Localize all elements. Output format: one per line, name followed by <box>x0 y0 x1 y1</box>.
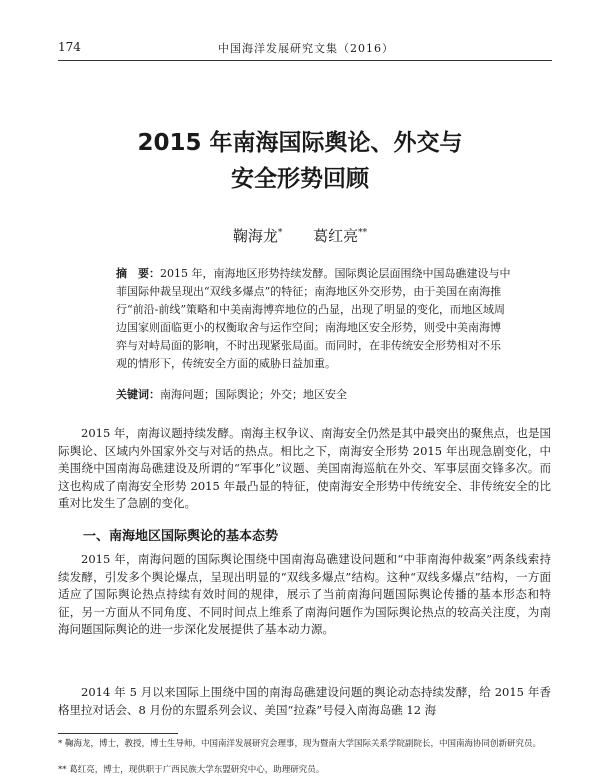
keywords-label: 关键词： <box>116 388 160 401</box>
article-title-line-1: 2015 年南海国际舆论、外交与 <box>137 130 463 156</box>
author-1: 鞠海龙 <box>232 227 278 245</box>
author-1-footnote-mark: * <box>277 228 283 238</box>
author-2: 葛红亮 <box>313 227 359 245</box>
section-heading-1: 一、南海地区国际舆论的基本态势 <box>83 529 279 544</box>
author-line <box>0 225 600 246</box>
keywords-text: 南海问题；国际舆论；外交；地区安全 <box>160 388 347 401</box>
abstract-label: 摘 要： <box>116 267 160 280</box>
footnote-1: * 鞠海龙，博士，教授，博士生导师，中国南洋发展研究会理事，现为暨南大学国际关系学院副院长，中国南海协同创新研究员。 <box>58 739 541 749</box>
header-rule <box>58 60 552 61</box>
footnote-2: ** 葛红亮，博士，现供职于广西民族大学东盟研究中心，助理研究员。 <box>58 765 325 775</box>
abstract <box>116 265 511 373</box>
abstract-text: 2015 年，南海地区形势持续发酵。国际舆论层面围绕中国岛礁建设与中菲国际仲裁呈现出“双线多爆点”的特征；南海地区外交形势，由于美国在南海推行“前沿-前线”策略和中美南海博弈地位的凸显，出现了明显的变化，而地区域周边国家则面临更小的权衡取舍与运作空间；南海地区安全形势，则受中美南海博弈与对峙局面的影响，不时出现紧张局面。而同时，在非传统安全形势相对不乐观的情形下，传统安全方面的威胁日益加重。 <box>116 267 511 370</box>
footnote-rule <box>58 733 178 734</box>
journal-title: 中国海洋发展研究文集（2016） <box>218 42 394 55</box>
body-paragraph-2: 2015 年，南海问题的国际舆论围绕中国南海岛礁建设问题和“中菲南海仲裁案”两条线索持续发酵，引发多个舆论爆点，呈现出明显的“双线多爆点”结构。这种“双线多爆点”结构，一方面适应了国际舆论热点持续有效时间的规律，展示了当前南海问题国际舆论传播的基本形态和特征，另一方面从不同角度、不同时间点上维系了南海问题作为国际舆论热点的较高关注度，为南海问题国际舆论的进一步深化发展提供了基本动力源。 <box>58 552 551 637</box>
author-2-footnote-mark: ** <box>358 228 368 238</box>
keywords <box>116 386 511 404</box>
body-paragraph-1: 2015 年，南海议题持续发酵。南海主权争议、南海安全仍然是其中最突出的聚焦点，也是国际舆论、区域内外国家外交与对话的热点。相比之下，南海安全形势 2015 年出现急剧变化，中美围绕中国南海岛礁建设及所谓的“军事化”议题、美国南海巡航在外交、军事层面交锋多次。而这也构成了南海安全形势 2015 年最凸显的特征，使南海安全形势中传统安全、非传统安全的比重对比发生了急剧的变化。 <box>58 426 551 511</box>
running-header <box>58 40 552 58</box>
body-paragraph-3: 2014 年 5 月以来国际上围绕中国的南海岛礁建设问题的舆论动态持续发酵，给 2015 年香格里拉对话会、8 月份的东盟系列会议、美国“拉森”号侵入南海岛礁 12 海 <box>58 685 551 717</box>
page-number: 174 <box>58 40 81 54</box>
article-title-line-2: 安全形势回顾 <box>231 166 369 192</box>
